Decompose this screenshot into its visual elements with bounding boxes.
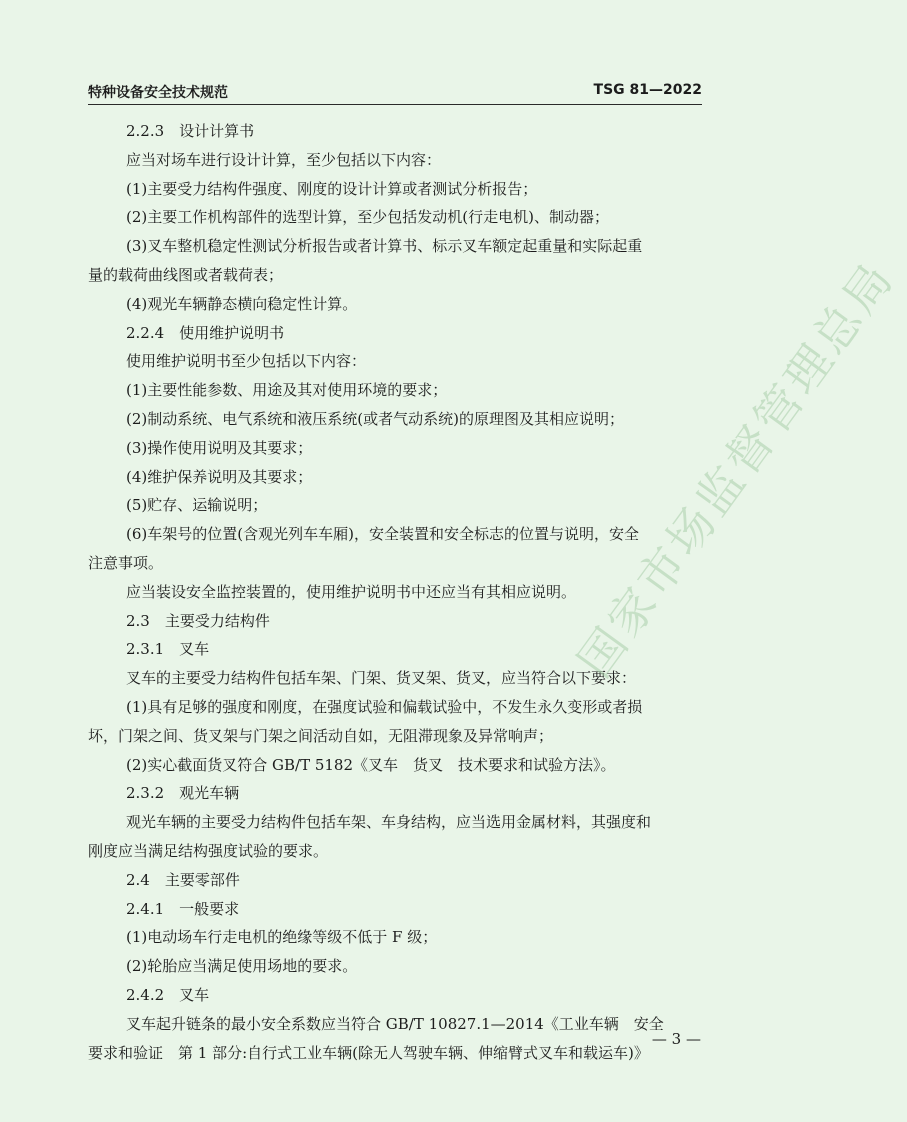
list-item: (2)主要工作机构部件的选型计算，至少包括发动机(行走电机)、制动器； xyxy=(126,208,609,227)
section-heading: 2.4.1 一般要求 xyxy=(126,899,240,918)
paragraph-continued: 刚度应当满足结构强度试验的要求。 xyxy=(88,841,329,860)
paragraph: 应当装设安全监控装置的，使用维护说明书中还应当有其相应说明。 xyxy=(126,582,577,601)
page-number: — 3 — xyxy=(651,1030,701,1048)
list-item: (1)具有足够的强度和刚度，在强度试验和偏载试验中，不发生永久变形或者损 xyxy=(126,697,643,716)
list-item-continued: 坏，门架之间、货叉架与门架之间活动自如，无阻滞现象及异常响声； xyxy=(88,726,554,745)
list-item-continued: 量的载荷曲线图或者载荷表； xyxy=(88,265,284,284)
list-item: (3)操作使用说明及其要求； xyxy=(126,438,313,457)
paragraph: 观光车辆的主要受力结构件包括车架、车身结构，应当选用金属材料，其强度和 xyxy=(126,813,652,832)
paragraph-continued: 要求和验证 第 1 部分:自行式工业车辆(除无人驾驶车辆、伸缩臂式叉车和载运车)》 xyxy=(88,1043,649,1062)
document-body xyxy=(88,117,702,1067)
paragraph: 叉车起升链条的最小安全系数应当符合 GB/T 10827.1—2014《工业车辆 安全 xyxy=(126,1014,664,1033)
list-item: (2)实心截面货叉符合 GB/T 5182《叉车 货叉 技术要求和试验方法》。 xyxy=(126,755,616,774)
header-title: 特种设备安全技术规范 xyxy=(88,85,228,101)
list-item: (2)制动系统、电气系统和液压系统(或者气动系统)的原理图及其相应说明； xyxy=(126,409,624,428)
list-item: (4)维护保养说明及其要求； xyxy=(126,467,313,486)
list-item: (4)观光车辆静态横向稳定性计算。 xyxy=(126,294,358,313)
section-heading: 2.3.2 观光车辆 xyxy=(126,784,240,803)
section-heading: 2.3.1 叉车 xyxy=(126,640,210,659)
list-item: (1)主要受力结构件强度、刚度的设计计算或者测试分析报告； xyxy=(126,179,538,198)
section-heading: 2.4.2 叉车 xyxy=(126,985,210,1004)
section-heading: 2.2.4 使用维护说明书 xyxy=(126,323,285,342)
page-header xyxy=(88,78,702,105)
watermark-text: 国家市场监督管理总局 xyxy=(567,250,905,688)
list-item: (3)叉车整机稳定性测试分析报告或者计算书、标示叉车额定起重量和实际起重 xyxy=(126,237,643,256)
list-item: (5)贮存、运输说明； xyxy=(126,496,268,515)
section-heading: 2.3 主要受力结构件 xyxy=(126,611,270,630)
list-item-continued: 注意事项。 xyxy=(88,553,164,572)
list-item: (2)轮胎应当满足使用场地的要求。 xyxy=(126,957,358,976)
list-item: (6)车架号的位置(含观光列车车厢)，安全装置和安全标志的位置与说明，安全 xyxy=(126,525,639,544)
list-item: (1)主要性能参数、用途及其对使用环境的要求； xyxy=(126,381,448,400)
paragraph: 使用维护说明书至少包括以下内容： xyxy=(126,352,367,371)
section-heading: 2.2.3 设计计算书 xyxy=(126,122,255,140)
paragraph: 叉车的主要受力结构件包括车架、门架、货叉架、货叉，应当符合以下要求： xyxy=(126,669,637,688)
list-item: (1)电动场车行走电机的绝缘等级不低于 F 级； xyxy=(126,928,438,947)
section-heading: 2.4 主要零部件 xyxy=(126,870,240,889)
paragraph: 应当对场车进行设计计算，至少包括以下内容： xyxy=(126,150,442,169)
header-code: TSG 81—2022 xyxy=(593,82,702,98)
